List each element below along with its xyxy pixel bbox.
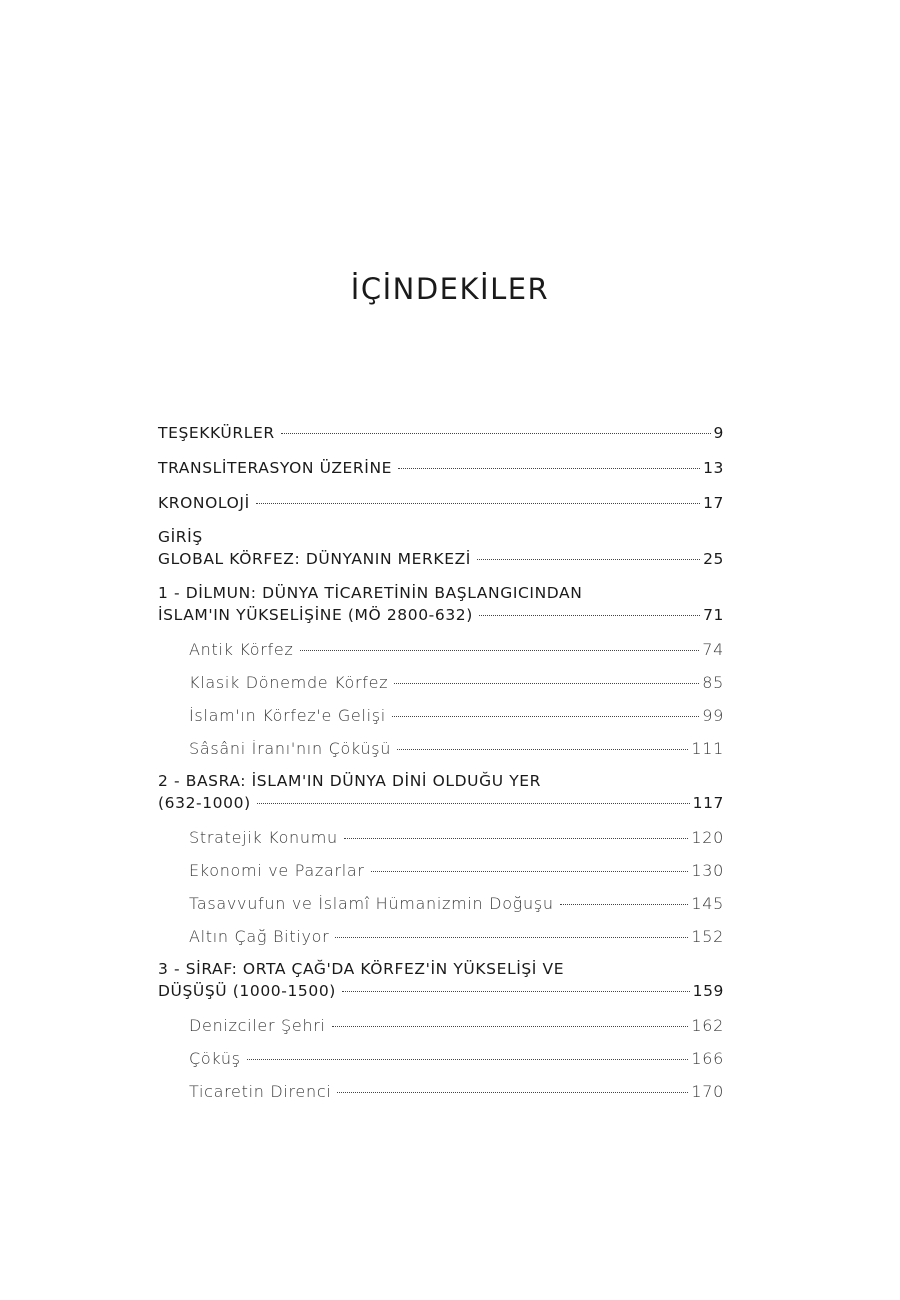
toc-section-entry <box>158 827 724 849</box>
toc-chapter-entry <box>158 457 724 479</box>
toc-page-number: 162 <box>691 1016 724 1035</box>
toc-line <box>189 926 724 948</box>
toc-line <box>189 672 724 694</box>
page-title: İÇİNDEKİLER <box>350 272 550 306</box>
toc-heading-line: 1 - DİLMUN: DÜNYA TİCARETİNİN BAŞLANGICINDAN <box>158 584 583 602</box>
toc-chapter-entry <box>158 422 724 444</box>
toc-entry-title: Klasik Dönemde Körfez <box>189 673 389 692</box>
toc-heading-line: 3 - SİRAF: ORTA ÇAĞ'DA KÖRFEZ'İN YÜKSELİŞİ VE <box>158 960 565 978</box>
toc-page-number: 145 <box>691 894 724 913</box>
toc-line <box>189 1048 724 1070</box>
toc-page-number: 166 <box>691 1049 724 1068</box>
toc-line <box>189 1081 724 1103</box>
toc-section-entry <box>158 705 724 727</box>
dot-leader <box>332 1026 689 1027</box>
dot-leader <box>344 838 688 839</box>
toc-chapter-entry <box>158 959 724 1002</box>
toc-page-number: 25 <box>703 550 724 568</box>
toc-entry-title: Stratejik Konumu <box>189 828 338 847</box>
toc-section-entry <box>158 893 724 915</box>
toc-line <box>189 738 724 760</box>
toc-chapter-entry <box>158 771 724 814</box>
dot-leader <box>335 937 688 938</box>
toc-entry-title: Altın Çağ Bitiyor <box>189 927 330 946</box>
toc-entry-title: İSLAM'IN YÜKSELİŞİNE (MÖ 2800-632) <box>158 606 473 624</box>
toc-section-entry <box>158 860 724 882</box>
toc-line <box>189 893 724 915</box>
toc-section-entry <box>158 672 724 694</box>
toc-line <box>158 980 724 1002</box>
toc-entry-title: TEŞEKKÜRLER <box>158 424 275 442</box>
toc-chapter-entry <box>158 583 724 626</box>
dot-leader <box>300 650 700 651</box>
dot-leader <box>479 615 700 616</box>
toc-heading-line: 2 - BASRA: İSLAM'IN DÜNYA DİNİ OLDUĞU YER <box>158 772 542 790</box>
toc-page-number: 17 <box>703 494 724 512</box>
toc-entry-title: Denizciler Şehri <box>189 1016 326 1035</box>
toc-entry-title: Çöküş <box>189 1049 241 1068</box>
dot-leader <box>247 1059 689 1060</box>
toc-section-entry <box>158 1048 724 1070</box>
dot-leader <box>281 433 711 434</box>
toc-entry-title: İslam'ın Körfez'e Gelişi <box>189 706 386 725</box>
toc-line <box>158 604 724 626</box>
toc-entry-title: Antik Körfez <box>189 640 294 659</box>
toc-section-entry <box>158 926 724 948</box>
dot-leader <box>257 803 690 804</box>
toc-page-number: 74 <box>702 640 724 659</box>
toc-page-number: 170 <box>691 1082 724 1101</box>
toc-section-entry <box>158 1015 724 1037</box>
toc-line <box>158 548 724 570</box>
dot-leader <box>397 749 688 750</box>
toc-section-entry <box>158 1081 724 1103</box>
toc-page-number: 71 <box>703 606 724 624</box>
toc-line <box>189 827 724 849</box>
toc-line <box>189 1015 724 1037</box>
toc-chapter-entry <box>158 492 724 514</box>
toc-chapter-entry <box>158 527 724 570</box>
toc-line <box>158 457 724 479</box>
toc-section-entry <box>158 639 724 661</box>
dot-leader <box>371 871 689 872</box>
toc-entry-title: GLOBAL KÖRFEZ: DÜNYANIN MERKEZİ <box>158 550 471 568</box>
toc-line <box>189 639 724 661</box>
toc-entry-title: Tasavvufun ve İslamî Hümanizmin Doğuşu <box>189 894 554 913</box>
toc-line <box>158 492 724 514</box>
dot-leader <box>477 559 700 560</box>
toc-entry-title: KRONOLOJİ <box>158 494 250 512</box>
toc-line <box>158 792 724 814</box>
toc-page-number: 85 <box>702 673 724 692</box>
dot-leader <box>560 904 689 905</box>
toc-heading-line: GİRİŞ <box>158 528 203 546</box>
toc-entry-title: Sâsâni İranı'nın Çöküşü <box>189 739 392 758</box>
toc-page-number: 9 <box>713 424 724 442</box>
toc-line <box>189 860 724 882</box>
toc-page-number: 159 <box>692 982 724 1000</box>
toc-page-number: 99 <box>702 706 724 725</box>
toc-entry-title: DÜŞÜŞÜ (1000-1500) <box>158 982 336 1000</box>
dot-leader <box>398 468 700 469</box>
toc-section-entry <box>158 738 724 760</box>
toc-entry-title: Ticaretin Direnci <box>189 1082 332 1101</box>
toc-page-number: 111 <box>691 739 724 758</box>
toc-page-number: 117 <box>692 794 724 812</box>
toc-page-number: 152 <box>691 927 724 946</box>
dot-leader <box>256 503 700 504</box>
table-of-contents <box>158 422 724 1114</box>
dot-leader <box>337 1092 688 1093</box>
toc-line <box>189 705 724 727</box>
toc-page-number: 120 <box>691 828 724 847</box>
dot-leader <box>342 991 690 992</box>
dot-leader <box>394 683 699 684</box>
toc-page-number: 13 <box>703 459 724 477</box>
toc-line <box>158 422 724 444</box>
toc-entry-title: TRANSLİTERASYON ÜZERİNE <box>158 459 393 477</box>
dot-leader <box>392 716 699 717</box>
toc-entry-title: (632-1000) <box>158 794 251 812</box>
toc-page-number: 130 <box>691 861 724 880</box>
toc-entry-title: Ekonomi ve Pazarlar <box>189 861 365 880</box>
